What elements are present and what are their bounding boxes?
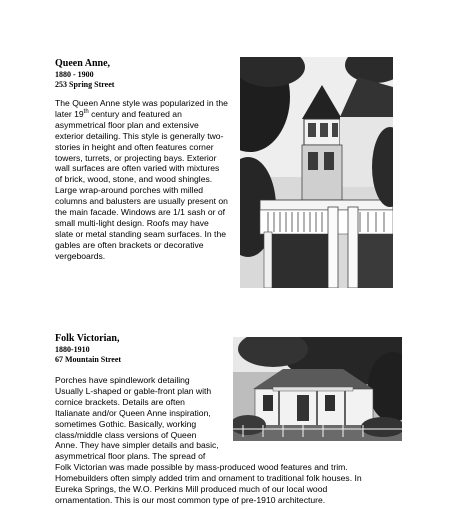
folk-victorian-line: ornamentation. This is our most common type of pre-1910 architecture.: [55, 494, 326, 505]
queen-anne-description: [55, 98, 228, 262]
folk-victorian-line: Folk Victorian was made possible by mass-produced wood features and trim.: [55, 462, 348, 473]
folk-victorian-line: Usually L-shaped or gable-front plan with: [55, 385, 212, 396]
queen-anne-line: slate or metal standing seam surfaces. In the: [55, 228, 227, 239]
queen-anne-line: towers, turrets, or projecting bays. Exterior: [55, 152, 217, 163]
queen-anne-line: asymmetrical floor plan and extensive: [55, 119, 199, 130]
queen-anne-line: columns and balusters are usually present on: [55, 196, 228, 207]
queen-anne-line: vergeboards.: [55, 250, 106, 261]
folk-victorian-line: sometimes Gothic. Basically, working: [55, 418, 197, 429]
queen-anne-line: later 19th century and featured an: [55, 108, 182, 119]
folk-victorian-house-photo: [233, 337, 402, 441]
queen-anne-line: of brick, wood, stone, and wood shingles.: [55, 174, 213, 185]
folk-victorian-line: Homebuilders often simply added trim and ornament to traditional folk houses. In: [55, 473, 362, 484]
queen-anne-title: Queen Anne,: [55, 58, 111, 69]
queen-anne-line: wall surfaces are often varied with mixtures: [55, 163, 220, 174]
queen-anne-address: 253 Spring Street: [55, 80, 115, 89]
queen-anne-line: exterior detailing. This style is generally two-: [55, 130, 224, 141]
folk-victorian-title: Folk Victorian,: [55, 333, 120, 344]
queen-anne-line: the main facade. Windows are 1/1 sash or of: [55, 207, 226, 218]
folk-victorian-line: class/middle class versions of Queen: [55, 429, 197, 440]
folk-victorian-address: 67 Mountain Street: [55, 355, 122, 364]
folk-victorian-years: 1880-1910: [55, 345, 90, 354]
queen-anne-line: small multi-light design. Roofs may have: [55, 217, 209, 228]
folk-victorian-line: Porches have spindlework detailing: [55, 375, 190, 385]
queen-anne-line: The Queen Anne style was popularized in the: [55, 98, 228, 108]
folk-victorian-line: Anne. They have simpler details and basic,: [55, 440, 219, 451]
queen-anne-line: Large wrap-around porches with milled: [55, 185, 204, 196]
folk-victorian-line: Italianate and/or Queen Anne inspiration,: [55, 407, 211, 418]
folk-victorian-line: asymmetrical floor plans. The spread of: [55, 451, 206, 462]
queen-anne-house-photo: [240, 57, 393, 288]
folk-victorian-line: Eureka Springs, the W.O. Perkins Mill produced much of our local wood: [55, 484, 328, 495]
folk-victorian-line: cornice brackets. Details are often: [55, 396, 185, 407]
queen-anne-years: 1880 - 1900: [55, 70, 94, 79]
queen-anne-line: gables are often brackets or decorative: [55, 239, 204, 250]
queen-anne-line: stories in height and often features corner: [55, 141, 214, 152]
